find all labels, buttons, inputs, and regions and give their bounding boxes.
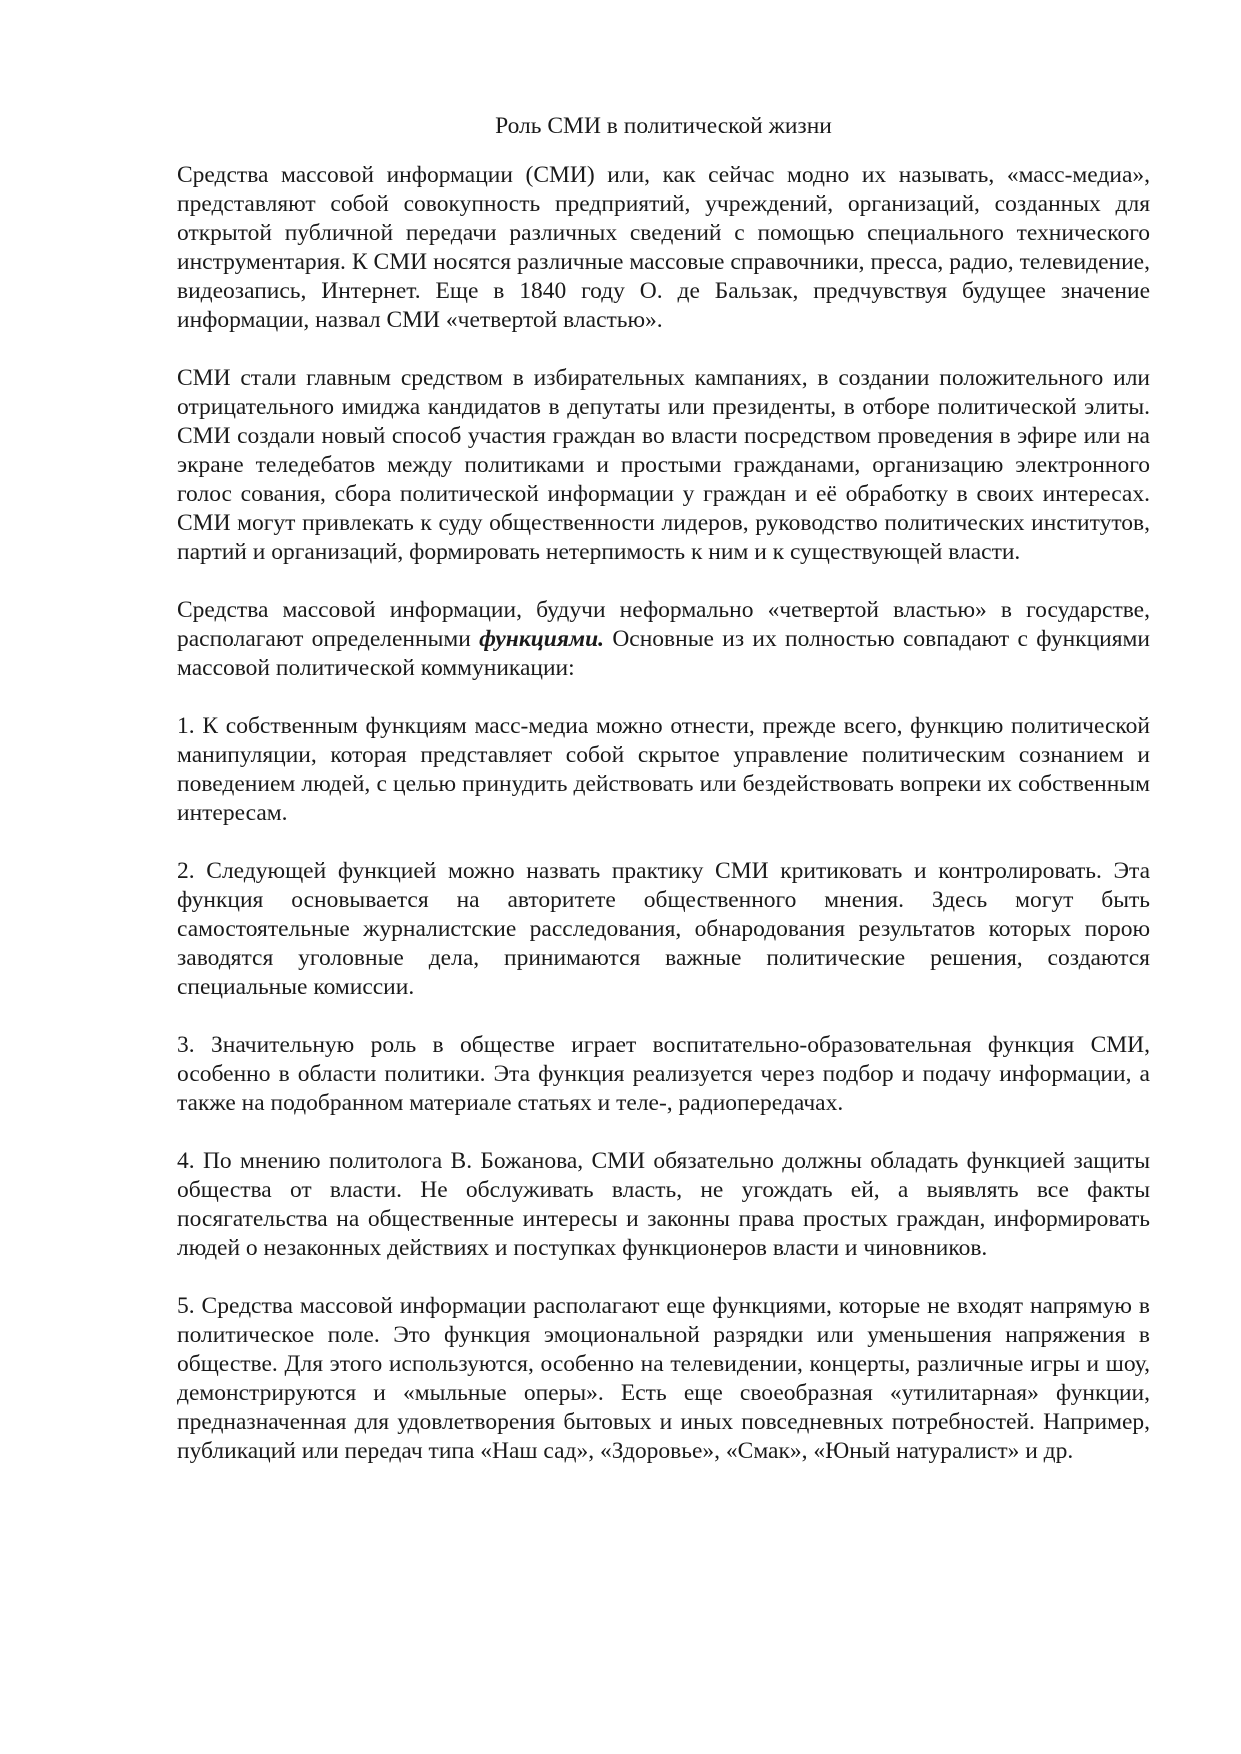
document-title: Роль СМИ в политической жизни — [495, 113, 832, 139]
paragraph-elections: СМИ стали главным средством в избирательных кампаниях, в создании положительного или отрицательного имиджа кандидатов в депутаты или президенты, в отборе политической элиты. СМИ создали новый способ участия граждан во власти посредством проведения в эфире или на экране теледебатов между политиками и простыми гражданами, организацию электронного голос сования, сбора политической информации у граждан и её обработку в своих интересах. СМИ могут привлекать к суду общественности лидеров, руководство политических институтов, партий и организаций, формировать нетерпимость к ним и к существующей власти. — [177, 365, 1150, 565]
paragraph-intro: Средства массовой информации (СМИ) или, как сейчас модно их называть, «масс-медиа», представляют собой совокупность предприятий, учреждений, организаций, созданных для открытой публичной передачи различных сведений с помощью специального технического инструментария. К СМИ носятся различные массовые справочники, пресса, радио, телевидение, видеозапись, Интернет. Еще в 1840 году О. де Бальзак, предчувствуя будущее значение информации, назвал СМИ «четвертой властью». — [177, 162, 1150, 333]
paragraph-functions-intro-start: Средства массовой информации, будучи неформально «четвертой властью» в государстве, располагают определенными — [177, 597, 1150, 652]
list-item-manipulation: 1. К собственным функциям масс-медиа можно отнести, прежде всего, функцию политической манипуляции, которая представляет собой скрытое управление политическим сознанием и поведением людей, с целью принудить действовать или бездействовать вопреки их собственным интересам. — [177, 713, 1150, 826]
list-item-education: 3. Значительную роль в обществе играет воспитательно-образовательная функция СМИ, особенно в области политики. Эта функция реализуется через подбор и подачу информации, а также на подобранном материале статьях и теле-, радиопередачах. — [177, 1032, 1150, 1116]
list-item-entertainment: 5. Средства массовой информации располагают еще функциями, которые не входят напрямую в политическое поле. Это функция эмоциональной разрядки или уменьшения напряжения в обществе. Для этого используются, особенно на телевидении, концерты, различные игры и шоу, демонстрируются и «мыльные оперы». Есть еще своеобразная «утилитарная» функции, предназначенная для удовлетворения бытовых и иных повседневных потребностей. Например, публикаций или передач типа «Наш сад», «Здоровье», «Смак», «Юный натуралист» и др. — [177, 1293, 1150, 1464]
paragraph-functions-intro — [177, 596, 1150, 683]
list-item-criticism: 2. Следующей функцией можно назвать практику СМИ критиковать и контролировать. Эта функция основывается на авторитете общественного мнения. Здесь могут быть самостоятельные журналистские расследования, обнародования результатов которых порою заводятся уголовные дела, принимаются важные политические решения, создаются специальные комиссии. — [177, 858, 1150, 1000]
document-page — [177, 112, 1150, 1495]
emphasized-term: функциями. — [479, 626, 605, 652]
paragraph-functions-intro-end: Основные из их полностью совпадают с функциями массовой политической коммуникации: — [177, 626, 1151, 681]
list-item-protection: 4. По мнению политолога В. Божанова, СМИ обязательно должны обладать функцией защиты общества от власти. Не обслуживать власть, не угождать ей, а выявлять все факты посягательства на общественные интересы и законны права простых граждан, информировать людей о незаконных действиях и поступках функционеров власти и чиновников. — [177, 1148, 1150, 1261]
